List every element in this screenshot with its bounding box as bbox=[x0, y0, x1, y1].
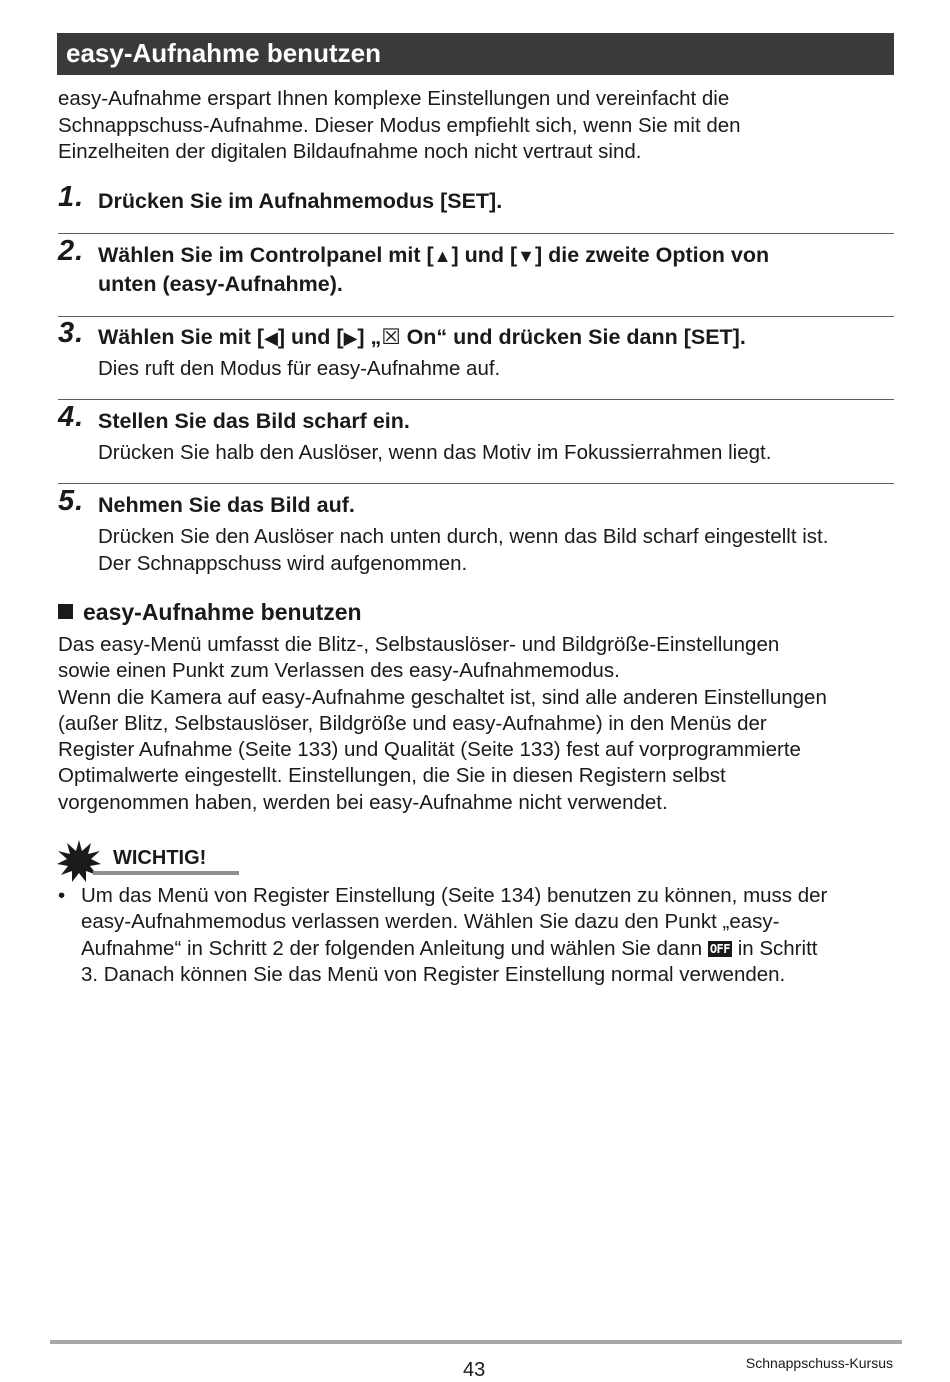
body-line: Das easy-Menü umfasst die Blitz-, Selbstauslöser- und Bildgröße-Einstellungen bbox=[58, 633, 780, 656]
step-title-line: Stellen Sie das Bild scharf ein. bbox=[98, 409, 410, 433]
footer-section-name: Schnappschuss-Kursus bbox=[745, 1355, 893, 1371]
text-fragment: ] „ bbox=[357, 325, 382, 349]
important-underline bbox=[93, 871, 239, 875]
bullet-line: easy-Aufnahmemodus verlassen werden. Wählen Sie dazu den Punkt „easy- bbox=[81, 910, 780, 934]
step-title-line bbox=[98, 323, 898, 352]
step-divider bbox=[58, 233, 894, 234]
easy-mode-icon: ☒ bbox=[381, 325, 401, 349]
body-line: vorgenommen haben, werden bei easy-Aufnahme nicht verwendet. bbox=[58, 790, 668, 814]
step-number: 3. bbox=[58, 317, 85, 349]
right-arrow-icon: ▶ bbox=[343, 328, 358, 348]
step-title bbox=[98, 491, 898, 519]
intro-line: easy-Aufnahme erspart Ihnen komplexe Einstellungen und vereinfacht die bbox=[58, 87, 730, 110]
up-arrow-icon: ▲ bbox=[433, 246, 452, 266]
important-note-header bbox=[57, 840, 241, 880]
step-divider bbox=[58, 316, 894, 317]
left-arrow-icon: ◀ bbox=[264, 328, 278, 348]
step-title bbox=[98, 407, 898, 435]
subsection-body bbox=[58, 632, 898, 816]
step-title bbox=[98, 241, 898, 298]
page-number: 43 bbox=[463, 1359, 486, 1381]
step-number: 4. bbox=[58, 401, 85, 433]
text-fragment: ] und [ bbox=[277, 325, 344, 349]
off-icon: OFF bbox=[709, 941, 731, 956]
text-fragment: Wählen Sie im Controlpanel mit [ bbox=[98, 243, 434, 267]
step-description bbox=[98, 439, 898, 466]
text-fragment: in Schritt bbox=[732, 936, 818, 960]
intro-line: Einzelheiten der digitalen Bildaufnahme noch nicht vertraut sind. bbox=[58, 140, 642, 163]
body-line: (außer Blitz, Selbstauslöser, Bildgröße und easy-Aufnahme) in den Menüs der bbox=[58, 711, 767, 735]
text-fragment: ] und [ bbox=[451, 243, 518, 267]
step-description bbox=[98, 523, 898, 577]
step-number: 2. bbox=[58, 235, 85, 267]
body-line: Optimalwerte eingestellt. Einstellungen, die Sie in diesen Registern selbst bbox=[58, 764, 726, 788]
text-fragment: On“ und drücken Sie dann [SET]. bbox=[400, 325, 746, 349]
step-divider bbox=[58, 399, 894, 400]
bullet-dot: • bbox=[58, 884, 66, 907]
text-fragment: Wählen Sie mit [ bbox=[98, 325, 265, 349]
section-title-bar bbox=[57, 33, 894, 75]
step-description-line: Drücken Sie halb den Auslöser, wenn das Motiv im Fokussierrahmen liegt. bbox=[98, 441, 772, 464]
bullet-line: Um das Menü von Register Einstellung (Seite 134) benutzen zu können, muss der bbox=[81, 884, 828, 907]
step-number: 5. bbox=[58, 485, 85, 517]
step-number: 1. bbox=[58, 181, 85, 213]
step-title-line: Drücken Sie im Aufnahmemodus [SET]. bbox=[98, 189, 503, 213]
step-title-line bbox=[98, 241, 898, 270]
step-title-line: Nehmen Sie das Bild auf. bbox=[98, 493, 355, 517]
body-line: Wenn die Kamera auf easy-Aufnahme geschaltet ist, sind alle anderen Einstellungen bbox=[58, 685, 827, 709]
intro-line: Schnappschuss-Aufnahme. Dieser Modus empfiehlt sich, wenn Sie mit den bbox=[58, 113, 741, 137]
body-line: Register Aufnahme (Seite 133) und Qualität (Seite 133) fest auf vorprogrammierte bbox=[58, 738, 801, 762]
bullet-line bbox=[81, 936, 896, 962]
text-fragment: ] die zweite Option von bbox=[535, 243, 770, 267]
subsection-heading bbox=[58, 598, 362, 626]
warning-burst-icon bbox=[57, 840, 101, 882]
bullet-line: 3. Danach können Sie das Menü von Register Einstellung normal verwenden. bbox=[81, 962, 786, 986]
text-fragment: Aufnahme“ in Schritt 2 der folgenden Anleitung und wählen Sie dann bbox=[81, 936, 708, 960]
bullet-text bbox=[81, 883, 896, 988]
step-description-line: Der Schnappschuss wird aufgenommen. bbox=[98, 552, 468, 575]
square-bullet-icon bbox=[58, 604, 73, 619]
section-title: easy-Aufnahme benutzen bbox=[66, 38, 381, 68]
down-arrow-icon: ▼ bbox=[517, 246, 535, 266]
step-title-line: unten (easy-Aufnahme). bbox=[98, 272, 343, 296]
footer-rule bbox=[50, 1340, 902, 1344]
step-title bbox=[98, 187, 898, 215]
intro-paragraph bbox=[58, 86, 898, 166]
body-line: sowie einen Punkt zum Verlassen des easy-Aufnahmemodus. bbox=[58, 659, 620, 683]
step-description-line: Dies ruft den Modus für easy-Aufnahme auf. bbox=[98, 357, 501, 380]
step-description-line: Drücken Sie den Auslöser nach unten durch, wenn das Bild scharf eingestellt ist. bbox=[98, 525, 829, 548]
subsection-heading-text: easy-Aufnahme benutzen bbox=[83, 599, 362, 625]
step-title bbox=[98, 323, 898, 352]
important-label: WICHTIG! bbox=[113, 847, 207, 869]
step-divider bbox=[58, 483, 894, 484]
step-description bbox=[98, 355, 898, 382]
